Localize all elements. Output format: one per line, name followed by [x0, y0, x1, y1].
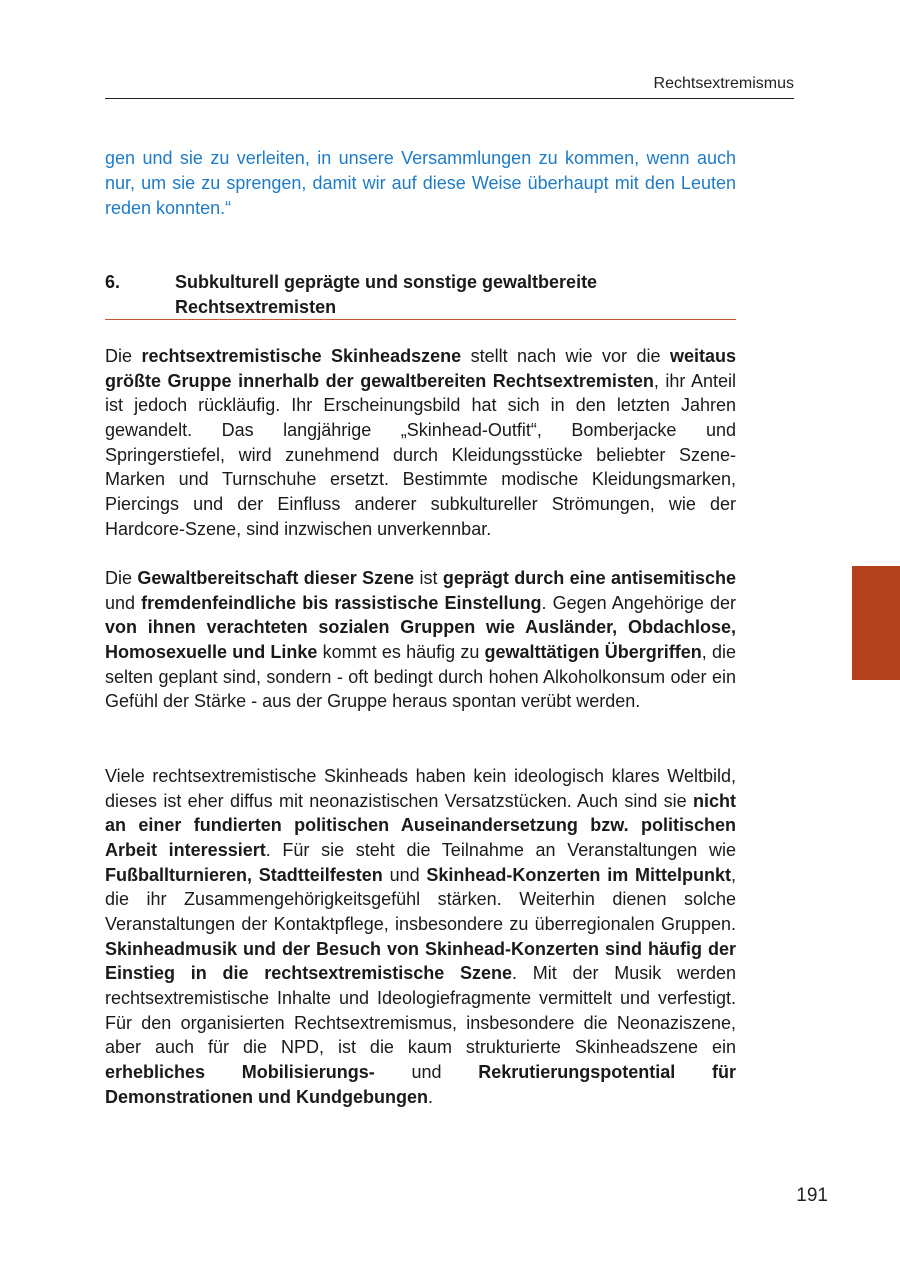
- bold-run: weitaus größte Gruppe innerhalb der gewaltbereiten Rechtsextremisten: [105, 346, 737, 391]
- text-run: kommt es häufig zu: [317, 641, 485, 662]
- text-run: ist: [414, 568, 443, 588]
- text-run: .: [427, 1086, 433, 1107]
- text-run: Die: [105, 346, 142, 366]
- bold-run: von ihnen verachteten sozialen Gruppen wie Ausländer, Obdachlose, Homosexuelle und Linke: [105, 617, 736, 662]
- bold-run: gewalttätigen Übergriffen: [484, 641, 702, 662]
- bold-run: geprägt durch eine antisemitische: [442, 568, 736, 588]
- section-rule: [105, 319, 736, 320]
- text-run: . Gegen Angehörige der: [541, 592, 736, 613]
- section-title-line1: Subkulturell geprägte und sonstige gewaltbereite: [175, 272, 598, 292]
- bold-run: Skinhead-Konzerten im Mittelpunkt: [426, 864, 731, 885]
- bold-run: nicht an einer fundierten politischen Auseinandersetzung bzw. politischen Arbeit interessiert: [105, 790, 736, 860]
- text-run: Viele rechtsextremistische Skinheads haben kein ideologisch klares Weltbild, dieses ist eher diffus mit neonazistischen Versatzstücken. Auch sind sie: [105, 766, 736, 811]
- bold-run: Gewaltbereitschaft dieser Szene: [137, 568, 415, 588]
- chapter-tab-marker: [852, 566, 900, 680]
- bold-run: Rekrutierungspotential für Demonstrationen und Kundgebungen: [105, 1061, 736, 1107]
- paragraph-worldview: [105, 764, 736, 1109]
- text-run: und: [374, 1061, 479, 1082]
- text-run: Die: [105, 568, 138, 588]
- paragraph-skinhead-scene: [105, 344, 736, 541]
- section-title: [175, 270, 736, 319]
- header-rule: [105, 98, 794, 99]
- quote-continuation: gen und sie zu verleiten, in unsere Versammlungen zu kommen, wenn auch nur, um sie zu sprengen, damit wir auf diese Weise überhaupt mit den Leuten reden konnten.“: [105, 148, 736, 218]
- bold-run: fremdenfeindliche bis rassistische Einstellung: [141, 592, 542, 613]
- page-number: 191: [796, 1185, 828, 1206]
- paragraph-violence: [105, 566, 736, 714]
- text-run: stellt nach wie vor die: [461, 346, 670, 366]
- text-run: . Mit der Musik werden rechtsextremistische Inhalte und Ideologiefragmente vermittelt und verfestigt. Für den organisierten Rechtsextremismus, insbesondere die Neonaziszene, aber auch für die NPD, ist die kaum strukturierte Skinheadszene ein: [105, 963, 736, 1058]
- bold-run: Skinheadmusik und der Besuch von Skinhead-Konzerten sind häufig der Einstieg in die rechtsextremistische Szene: [105, 938, 736, 984]
- bold-run: Fußballturnieren, Stadtteilfesten: [105, 864, 383, 885]
- section-heading: [105, 270, 736, 319]
- section-title-line2: Rechtsextremisten: [175, 296, 337, 317]
- text-run: . Für sie steht die Teilnahme an Veranstaltungen wie: [265, 839, 736, 860]
- text-run: , die ihr Zusammengehörigkeitsgefühl stärken. Weiterhin dienen solche Veranstaltungen der Kontaktpflege, insbesondere zu überregionalen Gruppen.: [105, 864, 736, 934]
- text-run: , ihr Anteil ist jedoch rückläufig. Ihr Erscheinungsbild hat sich in den letzten Jahren gewandelt. Das langjährige „Skinhead-Outfit“, Bomberjacke und Springerstiefel, wird zunehmend durch Kleidungsstücke beliebter Szene-Marken und Turnschuhe ersetzt. Bestimmte modische Kleidungsmarken, Piercings und der Einfluss anderer subkultureller Strömungen, wie der Hardcore-Szene, sind inzwischen unverkennbar.: [105, 370, 736, 539]
- text-run: und: [382, 864, 427, 885]
- bold-run: erhebliches Mobilisierungs-: [105, 1061, 375, 1082]
- text-run: und: [105, 592, 142, 613]
- text-run: , die selten geplant sind, sondern - oft bedingt durch hohen Alkoholkonsum oder ein Gefühl der Stärke - aus der Gruppe heraus spontan verübt werden.: [105, 641, 736, 712]
- running-header: Rechtsextremismus: [653, 75, 794, 92]
- section-number: 6.: [105, 272, 121, 292]
- bold-run: rechtsextremistische Skinheadszene: [141, 346, 462, 366]
